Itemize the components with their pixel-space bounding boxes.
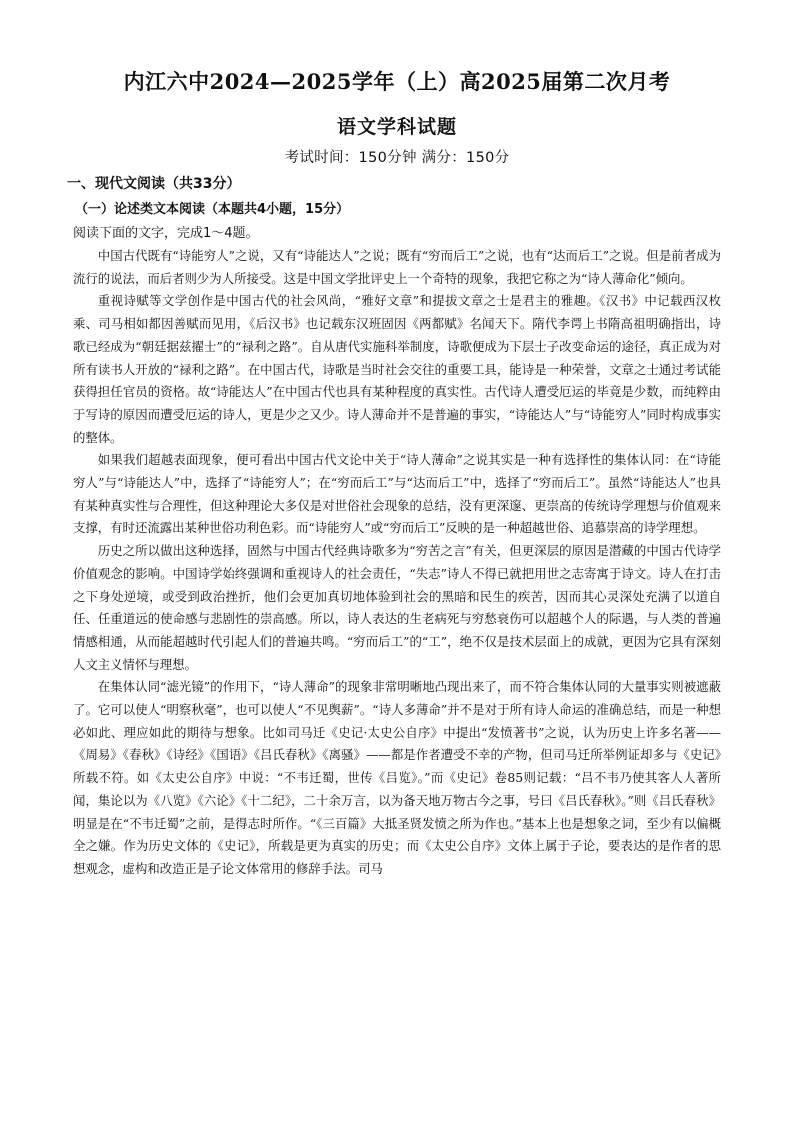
exam-subject-title: 语文学科试题 [336, 116, 457, 138]
passage-paragraph: 中国古代既有“诗能穷人”之说，又有“诗能达人”之说；既有“穷而后工”之说，也有“达而后工”之说。但是前者成为流行的说法，而后者则少为人所接受。这是中国文学批评史上一个奇特的现象，我把它称之为“诗人薄命化”倾向。 [73, 248, 721, 286]
subsection-heading: （一）论述类文本阅读（本题共4小题，15分） [75, 202, 350, 217]
passage-paragraph: 历史之所以做出这种选择，固然与中国古代经典诗歌多为“穷苦之言”有关，但更深层的原因是潜藏的中国古代诗学价值观念的影响。中国诗学始终强调和重视诗人的社会责任，“失志”诗人不得已就把用世之志寄寓于诗文。诗人在打击之下身处逆境，或受到政治挫折，他们会更加真切地体验到社会的黑暗和民生的疾苦，因而其心灵深处充满了以道自任、任重道远的使命感与悲剧性的崇高感。所以，诗人表达的生老病死与穷愁衰伤可以超越个人的际遇，与人类的普遍情感相通，从而能超越时代引起人们的普遍共鸣。“穷而后工”的“工”，绝不仅是技术层面上的成就，更因为它具有深刻人文主义情怀与理想。 [73, 543, 721, 672]
exam-title: 内江六中2024—2025学年（上）高2025届第二次月考 [123, 69, 671, 94]
reading-instruction: 阅读下面的文字，完成1～4题。 [73, 226, 259, 241]
passage-paragraph: 在集体认同“滤光镜”的作用下，“诗人薄命”的现象非常明晰地凸现出来了，而不符合集体认同的大量事实则被遮蔽了。它可以使人“明察秋毫”，也可以使人“不见舆薪”。“诗人多薄命”并不是对于所有诗人命运的准确总结，而是一种想必如此、理应如此的期待与想象。比如司马迁《史记·太史公自序》中提出“发愤著书”之说，认为历史上许多名著——《周易》《春秋》《诗经》《国语》《吕氏春秋》《离骚》——都是作者遭受不幸的产物，但司马迁所举例证却多与《史记》所载不符。如《太史公自序》中说：“不韦迁蜀，世传《吕览》。”而《史记》卷85则记载：“吕不韦乃使其客人人著所闻，集论以为《八览》《六论》《十二纪》，二十余万言，以为备天地万物古今之事，号曰《吕氏春秋》。”则《吕氏春秋》明显是在“不韦迁蜀”之前，是得志时所作。“《三百篇》大抵圣贤发愤之所为作也。”基本上也是想象之词，至少有以偏概全之嫌。作为历史文体的《史记》，所载是更为真实的历史；而《太史公自序》文体上属于子论，要表达的是作者的思想观念，虚构和改造正是子论文体常用的修辞手法。司马 [73, 679, 721, 876]
exam-info: 考试时间：150分钟 满分：150分 [284, 150, 510, 166]
passage-paragraph: 重视诗赋等文学创作是中国古代的社会风尚，“雅好文章”和提拔文章之士是君主的雅趣。《汉书》中记载西汉枚乘、司马相如都因善赋而见用，《后汉书》也记载东汉班固因《两都赋》名闻天下。隋代李谔上书隋高祖明确指出，诗歌已经成为“朝廷据兹擢士”的“禄利之路”。自从唐代实施科举制度，诗歌便成为下层士子改变命运的途径，真正成为对所有读书人开放的“禄利之路”。在中国古代，诗歌是当时社会交往的重要工具，能诗是一种荣誉，文章之士通过考试能获得担任官员的资格。故“诗能达人”在中国古代也具有某种程度的真实性。古代诗人遭受厄运的毕竟是少数，而纯粹由于写诗的原因而遭受厄运的诗人，更是少之又少。诗人薄命并不是普遍的事实，“诗能达人”与“诗能穷人”同时构成事实的整体。 [73, 293, 721, 445]
section-heading: 一、现代文阅读（共33分） [67, 176, 241, 192]
reading-passage [73, 245, 721, 881]
passage-paragraph: 如果我们超越表面现象，便可看出中国古代文论中关于“诗人薄命”之说其实是一种有选择性的集体认同：在“诗能穷人”与“诗能达人”中，选择了“诗能穷人”；在“穷而后工”与“达而后工”中，选择了“穷而后工”。虽然“诗能达人”也具有某种真实性与合理性，但这种理论大多仅是对世俗社会现象的总结，没有更深邃、更崇高的传统诗学理想与价值观来支撑，有时还流露出某种世俗功利色彩。而“诗能穷人”或“穷而后工”反映的是一种超越世俗、追慕崇高的诗学理想。 [73, 452, 721, 536]
